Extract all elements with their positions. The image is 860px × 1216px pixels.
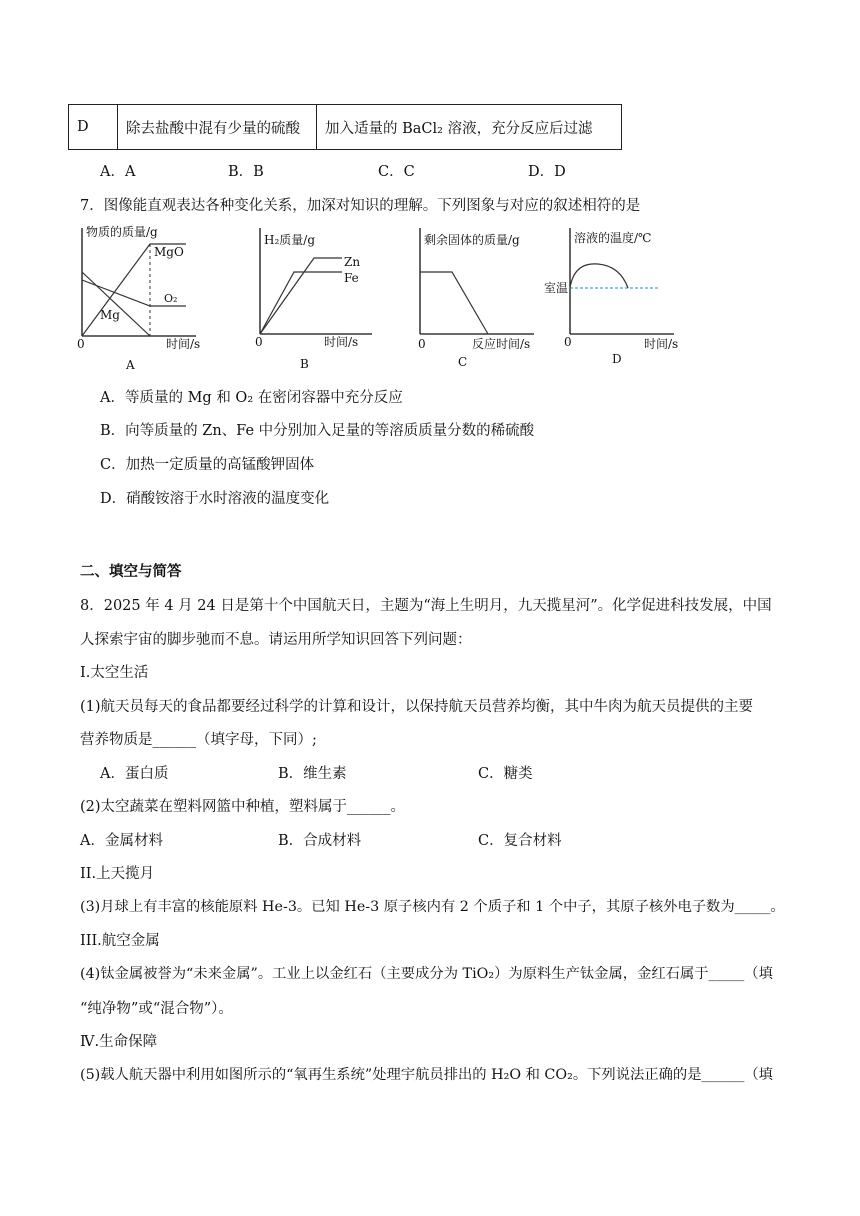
q6-choice-b: B．B: [228, 164, 264, 180]
subheading-2: II.上天揽月: [80, 866, 155, 882]
q7-option-d: D．硝酸铵溶于水时溶液的温度变化: [100, 491, 330, 507]
p2-option-c: C．复合材料: [478, 833, 562, 849]
row-method: 加入适量的 BaCl₂ 溶液，充分反应后过滤: [317, 105, 622, 150]
subheading-3: III.航空金属: [80, 933, 160, 949]
p2: (2)太空蔬菜在塑料网篮中种植，塑料属于______。: [80, 799, 406, 815]
p1-option-b: B．维生素: [278, 766, 347, 782]
q6-choice-d: D．D: [528, 164, 566, 180]
origin-label: 0: [564, 335, 572, 349]
p2-option-a: A．金属材料: [80, 833, 163, 849]
p2-option-b: B．合成材料: [278, 833, 362, 849]
series-fe-line: [260, 258, 342, 334]
chart-d: [544, 222, 688, 372]
series-mg-label: Mg: [100, 308, 120, 322]
q7-option-b: B．向等质量的 Zn、Fe 中分别加入足量的等溶质质量分数的稀硫酸: [100, 423, 535, 439]
series-curve: [570, 264, 628, 288]
p1-line1: (1)航天员每天的食品都要经过科学的计算和设计，以保持航天员营养均衡，其中牛肉为航天员提供的主要: [80, 699, 754, 715]
chart-c: [412, 222, 542, 372]
ylabel: H₂质量/g: [264, 233, 316, 247]
p5: (5)载人航天器中利用如图所示的“氧再生系统”处理宇航员排出的 H₂O 和 CO₂。下列说法正确的是______（填: [80, 1067, 773, 1083]
p4-line1: (4)钛金属被誉为“未来金属”。工业上以金红石（主要成分为 TiO₂）为原料生产钛金属，金红石属于_____（填: [80, 966, 773, 982]
chart-b: [252, 222, 382, 372]
row-target: 除去盐酸中混有少量的硫酸: [118, 105, 317, 150]
series-zn-line: [260, 272, 342, 334]
table-row: [69, 105, 622, 150]
p1-option-c: C．糖类: [478, 766, 533, 782]
ylabel: 剩余固体的质量/g: [424, 233, 520, 247]
series-o2-label: O₂: [164, 292, 178, 305]
ylabel: 溶液的温度/℃: [574, 231, 652, 245]
q6-choice-c: C．C: [378, 164, 415, 180]
p1-option-a: A．蛋白质: [100, 766, 169, 782]
chart-caption: A: [126, 358, 135, 372]
room-temp-label: 室温: [544, 281, 569, 295]
xlabel: 时间/s: [644, 337, 679, 351]
option-table: [68, 104, 622, 150]
section-heading: 二、填空与简答: [80, 563, 182, 580]
series-mg-line: [82, 272, 150, 336]
q8-line2: 人探索宇宙的脚步驰而不息。请运用所学知识回答下列问题：: [80, 632, 472, 648]
chart-a: [74, 222, 204, 372]
p3: (3)月球上有丰富的核能原料 He-3。已知 He-3 原子核内有 2 个质子和 1 个中子，其原子核外电子数为_____。: [80, 899, 785, 915]
series-fe-label: Fe: [344, 271, 359, 285]
xlabel: 时间/s: [166, 337, 201, 351]
q6-choice-a: A．A: [100, 164, 136, 180]
q8-line1: 8．2025 年 4 月 24 日是第十个中国航天日，主题为“海上生明月，九天揽星河”。化学促进科技发展，中国: [80, 598, 772, 614]
row-letter: D: [69, 105, 118, 150]
subheading-1: I.太空生活: [80, 665, 149, 681]
origin-label: 0: [255, 335, 263, 349]
xlabel: 反应时间/s: [472, 337, 531, 351]
q7-option-c: C．加热一定质量的高锰酸钾固体: [100, 457, 315, 473]
xlabel: 时间/s: [324, 335, 359, 349]
p1-line2: 营养物质是______（填字母，下同）;: [80, 732, 317, 748]
chart-caption: B: [300, 357, 309, 371]
ylabel: 物质的质量/g: [86, 225, 158, 239]
series-line: [420, 272, 488, 334]
q7-stem: 7．图像能直观表达各种变化关系，加深对知识的理解。下列图象与对应的叙述相符的是: [80, 198, 641, 214]
chart-caption: C: [458, 355, 468, 369]
origin-label: 0: [418, 337, 426, 351]
q7-option-a: A．等质量的 Mg 和 O₂ 在密闭容器中充分反应: [100, 390, 403, 406]
series-zn-label: Zn: [344, 255, 361, 269]
subheading-4: Ⅳ.生命保障: [80, 1034, 158, 1050]
chart-caption: D: [612, 352, 622, 366]
origin-label: 0: [77, 337, 85, 351]
p4-line2: “纯净物”或“混合物”）。: [80, 1001, 233, 1017]
series-mgo-label: MgO: [154, 245, 184, 259]
